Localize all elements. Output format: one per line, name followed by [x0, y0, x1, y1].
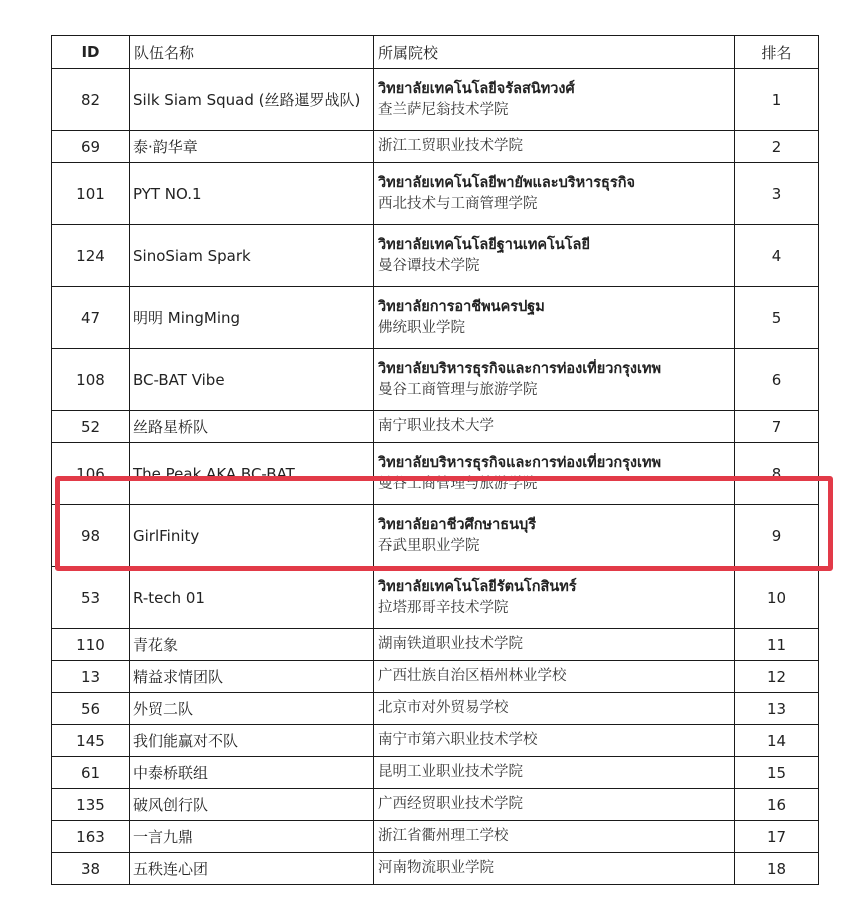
cell-school [374, 505, 735, 567]
cell-id: 145 [52, 725, 130, 757]
cell-team-name: 丝路星桥队 [130, 411, 374, 443]
cell-school [374, 567, 735, 629]
cell-team-name: The Peak AKA BC-BAT [130, 443, 374, 505]
cell-school [374, 443, 735, 505]
school-name-chinese: 曼谷工商管理与旅游学院 [378, 475, 538, 492]
cell-id: 52 [52, 411, 130, 443]
cell-id: 106 [52, 443, 130, 505]
cell-team-name: BC-BAT Vibe [130, 349, 374, 411]
cell-id: 13 [52, 661, 130, 693]
cell-id: 47 [52, 287, 130, 349]
school-name-chinese: 湖南铁道职业技术学院 [378, 636, 523, 652]
cell-rank: 2 [735, 131, 819, 163]
table-row [52, 287, 819, 349]
school-name-thai: วิทยาลัยบริหารธุรกิจและการท่องเที่ยวกรุงเทพ [378, 454, 662, 471]
table-row [52, 163, 819, 225]
cell-team-name: PYT NO.1 [130, 163, 374, 225]
table-row [52, 661, 819, 693]
cell-id: 124 [52, 225, 130, 287]
school-name-chinese: 浙江省衢州理工学校 [378, 828, 509, 844]
cell-team-name: 中泰桥联组 [130, 757, 374, 789]
school-name-thai: วิทยาลัยบริหารธุรกิจและการท่องเที่ยวกรุงเทพ [378, 360, 662, 377]
cell-rank: 7 [735, 411, 819, 443]
cell-team-name: GirlFinity [130, 505, 374, 567]
school-name-thai: วิทยาลัยเทคโนโลยีพายัพและบริหารธุรกิจ [378, 174, 635, 191]
cell-rank: 14 [735, 725, 819, 757]
school-name-chinese: 河南物流职业学院 [378, 860, 494, 876]
cell-id: 61 [52, 757, 130, 789]
cell-school [374, 725, 735, 757]
school-name-chinese: 南宁市第六职业技术学校 [378, 732, 538, 748]
school-name-chinese: 广西壮族自治区梧州林业学校 [378, 668, 567, 684]
cell-rank: 4 [735, 225, 819, 287]
table-row [52, 629, 819, 661]
cell-rank: 10 [735, 567, 819, 629]
cell-team-name: R-tech 01 [130, 567, 374, 629]
cell-team-name: 五秩连心团 [130, 853, 374, 885]
cell-rank: 3 [735, 163, 819, 225]
table-row [52, 411, 819, 443]
school-name-thai: วิทยาลัยเทคโนโลยีรัตนโกสินทร์ [378, 578, 577, 595]
cell-team-name: 泰·韵华章 [130, 131, 374, 163]
table-row [52, 567, 819, 629]
table-row [52, 693, 819, 725]
cell-team-name: 精益求情团队 [130, 661, 374, 693]
school-name-chinese: 曼谷谭技术学院 [378, 257, 480, 274]
cell-school [374, 225, 735, 287]
ranking-table-container [51, 35, 818, 885]
cell-rank: 18 [735, 853, 819, 885]
cell-school [374, 789, 735, 821]
cell-rank: 8 [735, 443, 819, 505]
school-name-chinese: 曼谷工商管理与旅游学院 [378, 381, 538, 398]
cell-rank: 11 [735, 629, 819, 661]
table-body [52, 69, 819, 885]
table-row [52, 349, 819, 411]
cell-rank: 13 [735, 693, 819, 725]
cell-id: 82 [52, 69, 130, 131]
cell-id: 101 [52, 163, 130, 225]
table-row [52, 69, 819, 131]
school-name-chinese: 吞武里职业学院 [378, 537, 480, 554]
cell-id: 110 [52, 629, 130, 661]
table-row [52, 505, 819, 567]
cell-team-name: 我们能赢对不队 [130, 725, 374, 757]
cell-school [374, 69, 735, 131]
school-name-chinese: 浙江工贸职业技术学院 [378, 138, 523, 154]
cell-rank: 5 [735, 287, 819, 349]
cell-id: 56 [52, 693, 130, 725]
school-name-thai: วิทยาลัยการอาชีพนครปฐม [378, 298, 545, 315]
cell-school [374, 131, 735, 163]
cell-rank: 1 [735, 69, 819, 131]
table-row [52, 757, 819, 789]
cell-school [374, 821, 735, 853]
school-name-chinese: 查兰萨尼翁技术学院 [378, 101, 509, 118]
cell-school [374, 693, 735, 725]
cell-school [374, 629, 735, 661]
school-name-chinese: 西北技术与工商管理学院 [378, 195, 538, 212]
school-name-thai: วิทยาลัยเทคโนโลยีฐานเทคโนโลยี [378, 236, 590, 253]
cell-rank: 16 [735, 789, 819, 821]
cell-school [374, 163, 735, 225]
table-row [52, 131, 819, 163]
school-name-chinese: 北京市对外贸易学校 [378, 700, 509, 716]
cell-rank: 9 [735, 505, 819, 567]
cell-id: 163 [52, 821, 130, 853]
cell-rank: 15 [735, 757, 819, 789]
cell-rank: 12 [735, 661, 819, 693]
table-row [52, 443, 819, 505]
school-name-chinese: 南宁职业技术大学 [378, 418, 494, 434]
table-row [52, 789, 819, 821]
school-name-chinese: 佛统职业学院 [378, 319, 465, 336]
cell-school [374, 757, 735, 789]
cell-school [374, 853, 735, 885]
cell-team-name: 明明 MingMing [130, 287, 374, 349]
cell-id: 108 [52, 349, 130, 411]
school-name-thai: วิทยาลัยเทคโนโลยีจรัลสนิทวงศ์ [378, 80, 575, 97]
table-row [52, 821, 819, 853]
cell-team-name: Silk Siam Squad (丝路暹罗战队) [130, 69, 374, 131]
table-row [52, 725, 819, 757]
school-name-thai: วิทยาลัยอาชีวศึกษาธนบุรี [378, 516, 536, 533]
school-name-chinese: 拉塔那哥辛技术学院 [378, 599, 509, 616]
cell-id: 69 [52, 131, 130, 163]
header-rank: 排名 [735, 36, 819, 69]
header-row [52, 36, 819, 69]
ranking-table [51, 35, 819, 885]
header-school: 所属院校 [374, 36, 735, 69]
cell-id: 53 [52, 567, 130, 629]
cell-school [374, 349, 735, 411]
school-name-chinese: 广西经贸职业技术学院 [378, 796, 523, 812]
cell-id: 38 [52, 853, 130, 885]
cell-team-name: 青花象 [130, 629, 374, 661]
table-row [52, 853, 819, 885]
cell-team-name: 一言九鼎 [130, 821, 374, 853]
cell-team-name: SinoSiam Spark [130, 225, 374, 287]
cell-team-name: 破风创行队 [130, 789, 374, 821]
school-name-chinese: 昆明工业职业技术学院 [378, 764, 523, 780]
header-team-name: 队伍名称 [130, 36, 374, 69]
cell-rank: 17 [735, 821, 819, 853]
table-header [52, 36, 819, 69]
cell-school [374, 287, 735, 349]
cell-rank: 6 [735, 349, 819, 411]
cell-id: 98 [52, 505, 130, 567]
table-row [52, 225, 819, 287]
cell-school [374, 411, 735, 443]
cell-team-name: 外贸二队 [130, 693, 374, 725]
header-id: ID [52, 36, 130, 69]
cell-school [374, 661, 735, 693]
cell-id: 135 [52, 789, 130, 821]
